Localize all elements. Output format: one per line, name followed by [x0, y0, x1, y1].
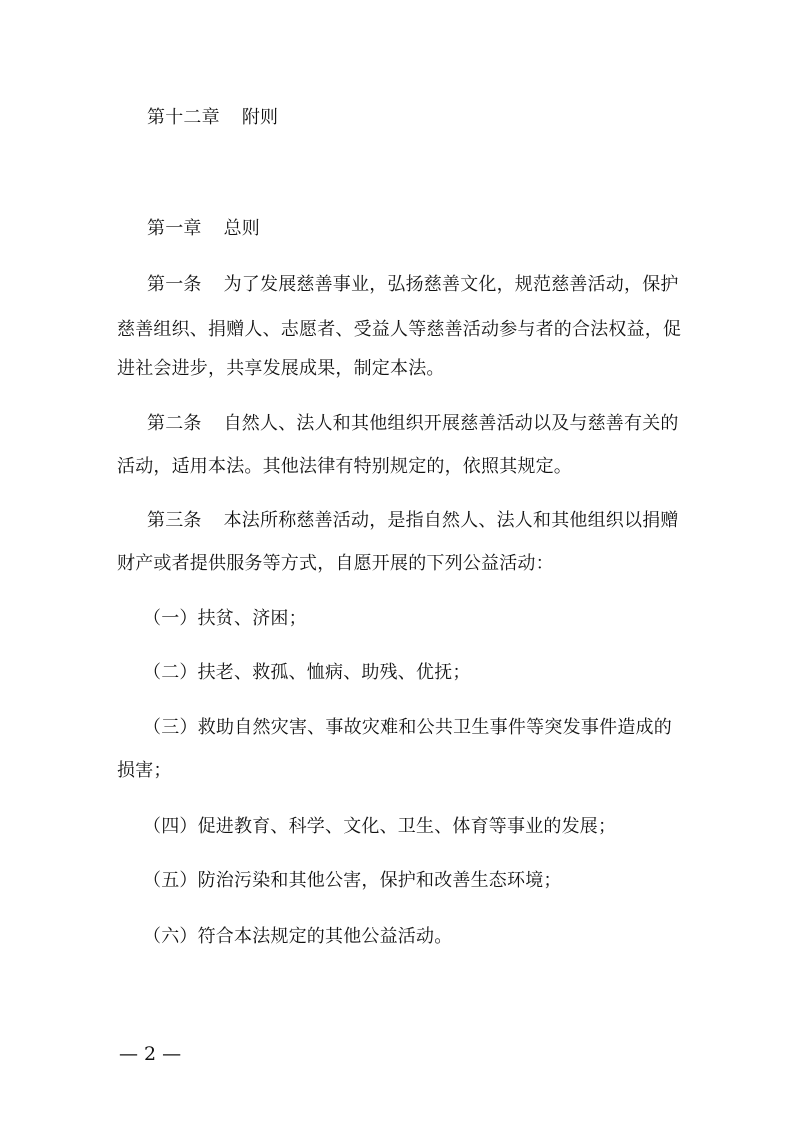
list-item-2: （二）扶老、救孤、恤病、助残、优抚； [143, 662, 471, 683]
article-3-line-2: 财产或者提供服务等方式，自愿开展的下列公益活动： [117, 553, 554, 574]
article-2-label: 第二条 [147, 413, 202, 434]
chapter-1-heading [147, 217, 260, 241]
chapter-12-heading [147, 106, 278, 130]
article-3-label: 第三条 [147, 510, 202, 531]
list-item-5: （五）防治污染和其他公害，保护和改善生态环境； [143, 870, 562, 891]
chapter-12-label: 第十二章 [147, 107, 220, 128]
article-2-text-1: 自然人、法人和其他组织开展慈善活动以及与慈善有关的 [223, 413, 679, 434]
article-2-line-2: 活动，适用本法。其他法律有特别规定的，依照其规定。 [117, 456, 572, 477]
chapter-1-label: 第一章 [147, 218, 202, 239]
article-1-line-2: 慈善组织、捐赠人、志愿者、受益人等慈善活动参与者的合法权益，促 [117, 319, 682, 340]
article-2-line-1 [147, 412, 679, 436]
article-1-line-1 [147, 273, 679, 297]
article-1-label: 第一条 [147, 274, 202, 295]
chapter-12-title: 附则 [241, 107, 279, 128]
article-1-line-3: 进社会进步，共享发展成果，制定本法。 [117, 358, 445, 379]
list-item-1: （一）扶贫、济困； [143, 608, 307, 629]
list-item-3-line-1: （三）救助自然灾害、事故灾难和公共卫生事件等突发事件造成的 [143, 717, 672, 738]
page-number: — 2 — [119, 1043, 182, 1065]
list-item-3-line-2: 损害； [117, 760, 172, 781]
article-3-text-1: 本法所称慈善活动，是指自然人、法人和其他组织以捐赠 [223, 510, 679, 531]
list-item-6: （六）符合本法规定的其他公益活动。 [143, 926, 453, 947]
list-item-4: （四）促进教育、科学、文化、卫生、体育等事业的发展； [143, 816, 617, 837]
article-1-text-1: 为了发展慈善事业，弘扬慈善文化，规范慈善活动，保护 [223, 274, 679, 295]
article-3-line-1 [147, 509, 679, 533]
chapter-1-title: 总则 [223, 218, 261, 239]
